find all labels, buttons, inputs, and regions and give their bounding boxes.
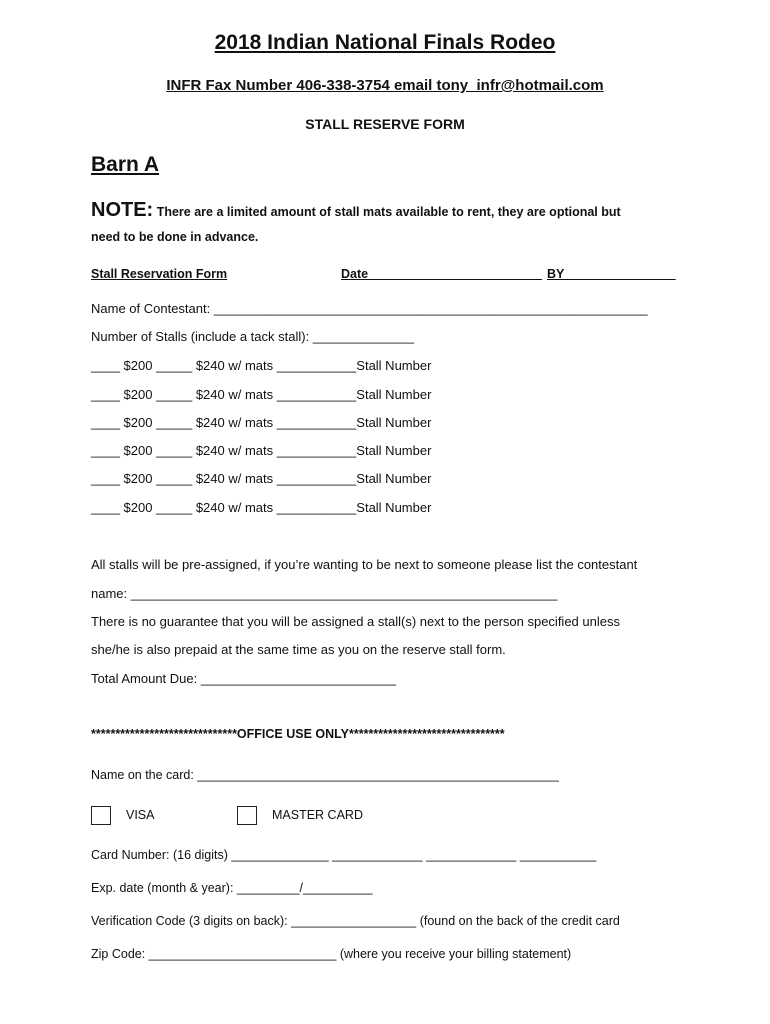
stall-line[interactable]: ____ $200 _____ $240 w/ mats ___________Stall Number (91, 387, 432, 402)
note-line-1 (91, 199, 621, 222)
visa-checkbox[interactable] (91, 806, 111, 825)
contestant-name-field[interactable]: Name of Contestant: ____________________________________________________________ (91, 301, 648, 316)
verification-code-field[interactable]: Verification Code (3 digits on back): __________________ (found on the back of the credit card (91, 914, 620, 928)
stall-line[interactable]: ____ $200 _____ $240 w/ mats ___________Stall Number (91, 471, 432, 486)
note-text-1: There are a limited amount of stall mats available to rent, they are optional but (153, 205, 621, 219)
card-number-field[interactable]: Card Number: (16 digits) ______________ _____________ _____________ ___________ (91, 848, 597, 862)
stall-reservation-form-label: Stall Reservation Form (91, 267, 228, 281)
exp-date-field[interactable]: Exp. date (month & year): _________/__________ (91, 881, 373, 895)
visa-label: VISA (126, 808, 155, 822)
note-label: NOTE: (91, 199, 154, 221)
barn-heading: Barn A (91, 153, 160, 176)
note-line-2: need to be done in advance. (91, 230, 259, 244)
neighbor-name-field[interactable]: name: ___________________________________________________________ (91, 586, 558, 601)
office-use-only-divider: ******************************OFFICE USE ONLY******************************** (91, 727, 505, 741)
assignment-text-1: All stalls will be pre-assigned, if you’re wanting to be next to someone please list the contestant (91, 557, 638, 572)
fax-email-line: INFR Fax Number 406-338-3754 email tony_infr@hotmail.com (166, 77, 604, 94)
document-title: 2018 Indian National Finals Rodeo (214, 31, 556, 54)
name-on-card-field[interactable]: Name on the card: ____________________________________________________ (91, 768, 559, 782)
total-amount-due-field[interactable]: Total Amount Due: ___________________________ (91, 671, 397, 686)
guarantee-text-1: There is no guarantee that you will be assigned a stall(s) next to the person specified unless (91, 614, 620, 629)
guarantee-text-2: she/he is also prepaid at the same time as you on the reserve stall form. (91, 642, 506, 657)
by-field[interactable]: BY________________ (547, 267, 676, 281)
stall-line[interactable]: ____ $200 _____ $240 w/ mats ___________Stall Number (91, 415, 432, 430)
form-title: STALL RESERVE FORM (305, 116, 465, 132)
zip-code-field[interactable]: Zip Code: ___________________________ (where you receive your billing statement) (91, 947, 572, 961)
stall-line[interactable]: ____ $200 _____ $240 w/ mats ___________Stall Number (91, 500, 432, 515)
number-of-stalls-field[interactable]: Number of Stalls (include a tack stall): ______________ (91, 329, 415, 344)
mastercard-checkbox[interactable] (237, 806, 257, 825)
stall-line[interactable]: ____ $200 _____ $240 w/ mats ___________Stall Number (91, 443, 432, 458)
date-field[interactable]: Date_________________________ (341, 267, 542, 281)
mastercard-label: MASTER CARD (272, 808, 363, 822)
stall-line[interactable]: ____ $200 _____ $240 w/ mats ___________Stall Number (91, 358, 432, 373)
